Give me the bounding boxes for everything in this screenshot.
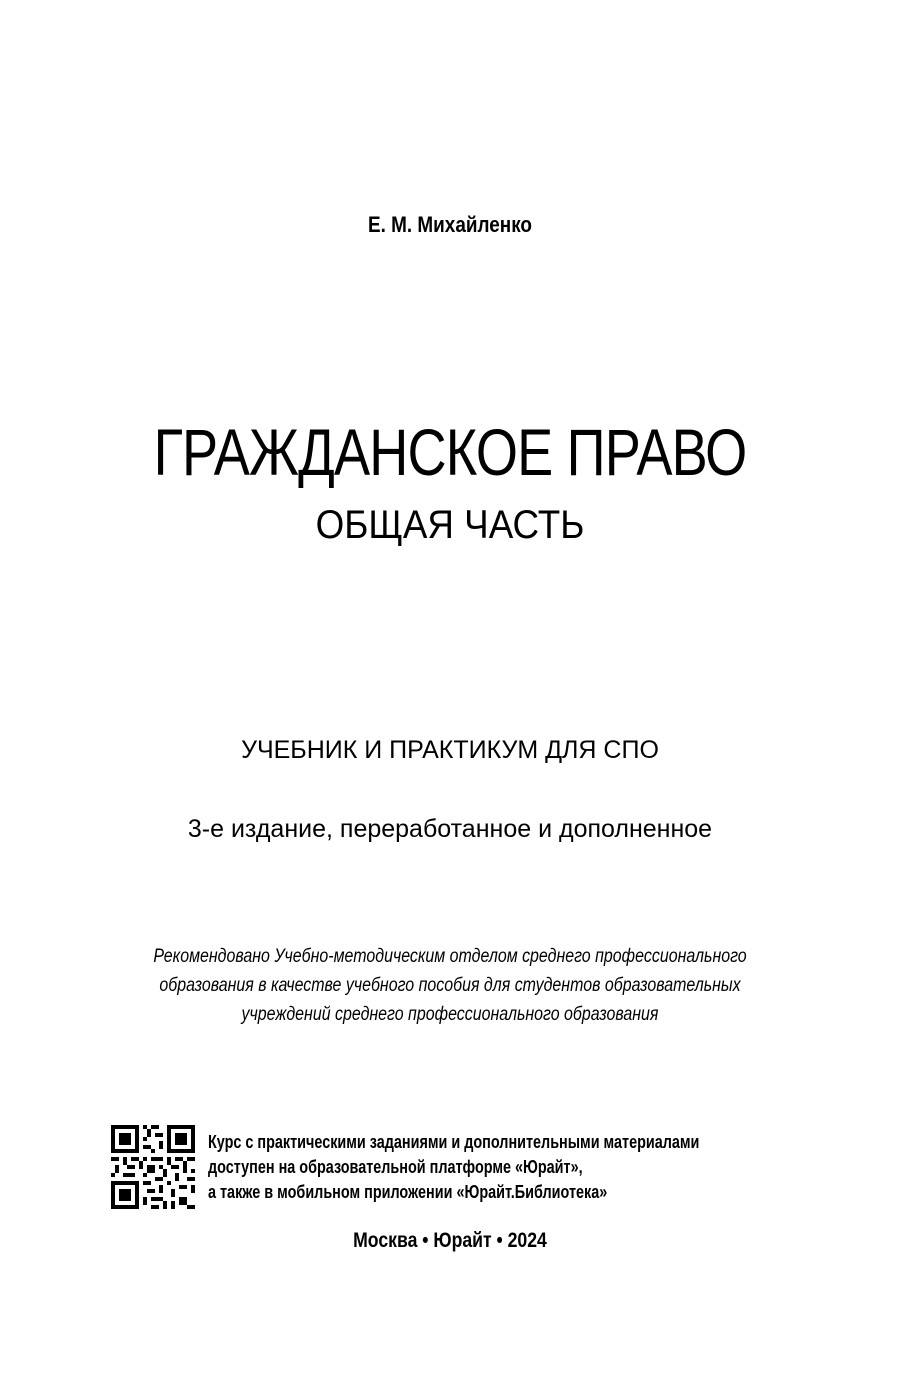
recommendation-line: образования в качестве учебного пособия для студентов образовательных (159, 975, 741, 996)
course-note (208, 1130, 699, 1205)
course-note-line: а также в мобильном приложении «Юрайт.Библиотека» (208, 1182, 608, 1202)
recommendation-line: Рекомендовано Учебно-методическим отделом среднего профессионального (153, 946, 747, 967)
recommendation-block (72, 942, 828, 1029)
qr-code-icon[interactable] (111, 1125, 195, 1209)
author-name: Е. М. Михайленко (368, 212, 532, 237)
course-note-line: Курс с практическими заданиями и дополнительными материалами (208, 1132, 700, 1152)
book-type: УЧЕБНИК И ПРАКТИКУМ ДЛЯ СПО (241, 736, 659, 764)
publisher-imprint: Москва • Юрайт • 2024 (353, 1229, 547, 1252)
book-subtitle: ОБЩАЯ ЧАСТЬ (315, 503, 585, 547)
recommendation-line: учреждений среднего профессионального образования (241, 1004, 659, 1025)
edition-note: 3-е издание, переработанное и дополненное (187, 815, 713, 843)
book-title: ГРАЖДАНСКОЕ ПРАВО (153, 415, 747, 489)
course-note-line: доступен на образовательной платформе «Юрайт», (208, 1157, 583, 1177)
